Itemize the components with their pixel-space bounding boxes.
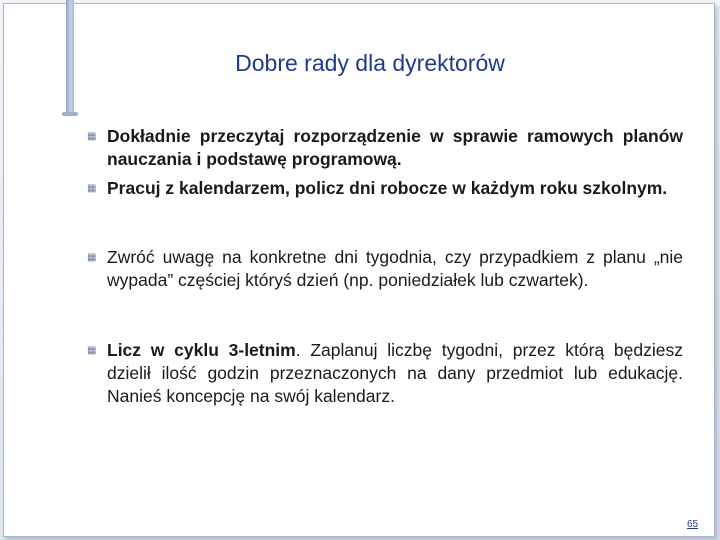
decorative-bar-cap	[62, 112, 78, 116]
square-bullet-icon: ▦	[87, 345, 97, 356]
bullet-4-lead: Licz w cyklu 3-letnim	[107, 340, 296, 360]
bullet-1-text: Dokładnie przeczytaj rozporządzenie w sprawie ramowych planów nauczania i podstawę programową.	[107, 126, 683, 169]
bullet-4-rest: . Zaplanuj liczbę tygodni, przez którą będziesz dzielił ilość godzin przeznaczonych na dany przedmiot lub edukację. Nanieś koncepcję na swój kalendarz.	[107, 340, 684, 406]
bullet-2-text: Pracuj z kalendarzem, policz dni robocze w każdym roku szkolnym.	[107, 178, 668, 198]
slide-title: Dobre rady dla dyrektorów	[235, 50, 505, 76]
page-number: 65	[687, 519, 699, 530]
bullet-3-text: Zwróć uwagę na konkretne dni tygodnia, czy przypadkiem z planu „nie wypada” częściej któryś dzień (np. poniedziałek lub czwartek).	[107, 247, 683, 290]
decorative-bar	[66, 0, 74, 116]
square-bullet-icon: ▦	[87, 252, 97, 263]
square-bullet-icon: ▦	[87, 183, 97, 194]
square-bullet-icon: ▦	[87, 131, 97, 142]
bullet-4-text	[107, 339, 683, 408]
